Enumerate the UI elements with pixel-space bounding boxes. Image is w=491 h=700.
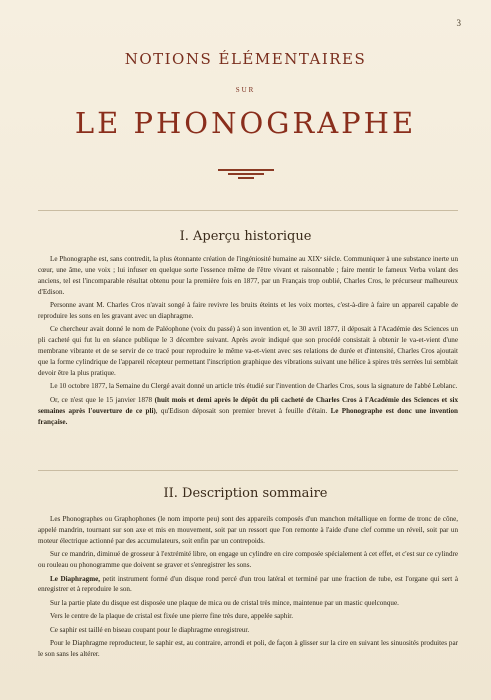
divider	[38, 210, 458, 211]
paragraph: Sur la partie plate du disque est disposée une plaque de mica ou de cristal très mince, maintenue par un mastic quelconque.	[50, 598, 399, 607]
section-1-title: I. Aperçu historique	[179, 229, 312, 244]
paragraph: Le Phonographe est, sans contredit, la plus étonnante création de l'ingéniosité humaine au XIXᵉ siècle. Communiquer à une substance inerte un cœur, une âme, une voix ; lui infuser en quelque sorte l'essence même de l'être vivant et raisonnable ; faire mentir le fameux Verba volant des anciens, tel est l'incomparable résultat obtenu pour la première fois en 1877, par un Français trop oublié, Charles Cros, le précurseur malheureux d'Edison.	[38, 255, 458, 296]
paragraph: Vers le centre de la plaque de cristal est fixée une pierre fine très dure, appelée saphir.	[50, 612, 294, 621]
section-1-text	[38, 254, 458, 430]
paragraph: Personne avant M. Charles Cros n'avait songé à faire revivre les bruits éteints et les voix mortes, c'est-à-dire à faire un appareil capable de reproduire les sons en les gravant avec un diaphragme.	[38, 301, 458, 321]
title-line-1: NOTIONS ÉLÉMENTAIRES	[124, 50, 367, 68]
paragraph	[38, 395, 458, 428]
text-run: Or, ce n'est que le 15 janvier 1878	[50, 395, 155, 404]
title-sur: SUR	[235, 86, 256, 94]
page-number: 3	[456, 18, 461, 28]
text-run-bold: Le Diaphragme,	[50, 574, 101, 583]
paragraph: Ce chercheur avait donné le nom de Paléophone (voix du passé) à son invention et, le 30 avril 1877, il déposait à l'Académie des Sciences un pli cacheté qui fut lu en séance publique le 3 décembre suivant. Après avoir indiqué que son procédé consistait à obtenir le va-et-vient d'une membrane vibrante et de se servir de ce tracé pour reproduire le même va-et-vient avec ses relations de durée et d'intensité, Charles Cros ajoutait que la forme cylindrique de l'appareil récepteur permettant l'inscription graphique des vibrations suivant une hélice à spires très serrées lui semblait devoir être la plus pratique.	[38, 325, 458, 378]
paragraph: Ce saphir est taillé en biseau coupant pour le diaphragme enregistreur.	[50, 625, 250, 634]
divider	[38, 470, 458, 471]
paragraph	[38, 574, 458, 596]
section-2-text	[38, 514, 458, 662]
section-2-title: II. Description sommaire	[163, 486, 328, 501]
paragraph: Les Phonographes ou Graphophones (le nom importe peu) sont des appareils composés d'un manchon métallique en forme de tronc de cône, appelé mandrin, tournant sur son axe et mis en mouvement, soit par un ressort que l'on remonte à l'aide d'une clef comme un réveil, soit par un moteur électrique actionné par des accumulateurs, soit enfin par un contrepoids.	[38, 515, 458, 545]
paragraph: Pour le Diaphragme reproducteur, le saphir est, au contraire, arrondi et poli, de façon à glisser sur la cire en suivant les sinuosités produites par le son sans les altérer.	[38, 639, 458, 658]
paragraph: Le 10 octobre 1877, la Semaine du Clergé avait donné un article très étudié sur l'invention de Charles Cros, sous la signature de l'abbé Leblanc.	[50, 382, 458, 391]
paragraph: Sur ce mandrin, diminué de grosseur à l'extrémité libre, on engage un cylindre en cire composée spécialement à cet effet, et c'est sur ce cylindre ou rouleau ou phonogramme que doivent se graver et s'enregistrer les sons.	[38, 550, 458, 570]
main-title: LE PHONOGRAPHE	[74, 106, 417, 140]
text-run: , qu'Edison déposait son premier brevet à feuille d'étain.	[155, 406, 331, 415]
ornament-icon	[218, 168, 274, 182]
text-run-bold: (huit mois et demi après le dépôt du pli cacheté de Charles Cros à l'Académie des Sciences et six semaines après l'ouverture de ce pli)	[38, 395, 458, 415]
text-run: petit instrument formé d'un disque rond percé d'un trou latéral et terminé par une fraction de tube, est l'organe qui sert à enregistrer et à reproduire le son.	[38, 574, 458, 594]
text-run-bold: Le Phonographe est donc une invention française.	[38, 406, 458, 426]
